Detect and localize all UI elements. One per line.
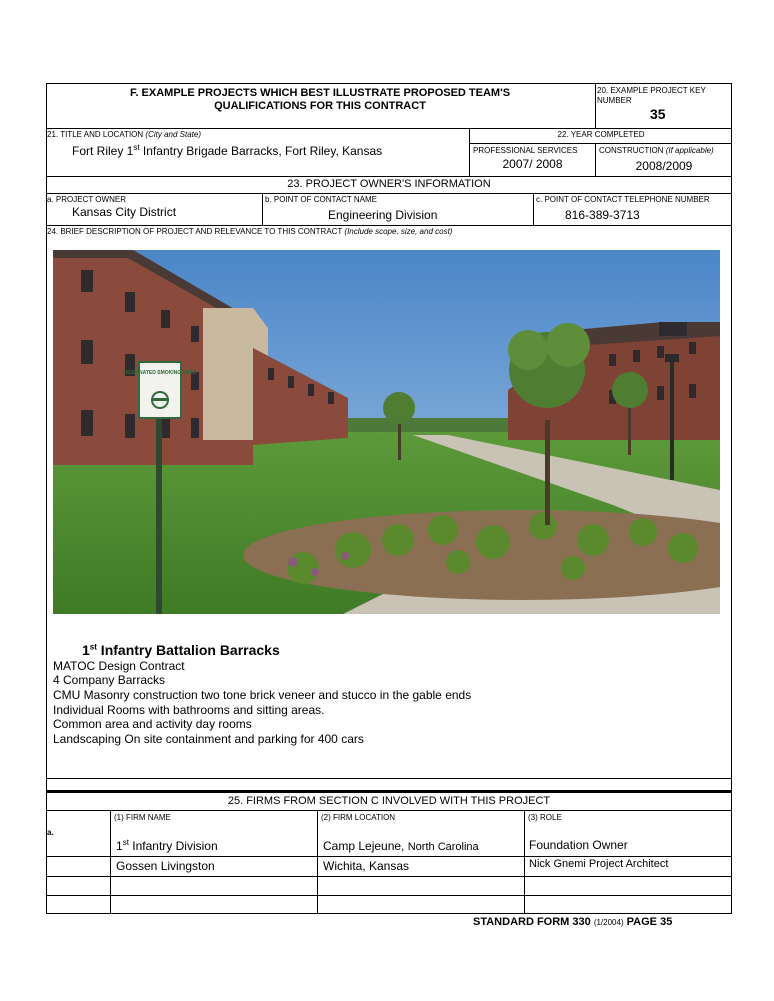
form-footer: STANDARD FORM 330 (1/2004) PAGE 35 (473, 916, 673, 928)
divider (46, 876, 732, 877)
construction-value: 2008/2009 (635, 159, 693, 173)
divider (317, 810, 318, 914)
description-line: Landscaping On site containment and parking for 400 cars (53, 732, 364, 746)
professional-services-label: PROFESSIONAL SERVICES (473, 146, 578, 155)
title-location-value: Fort Riley 1st Infantry Brigade Barracks, Fort Riley, Kansas (72, 143, 383, 158)
row-marker: a. (47, 828, 54, 837)
firm-2-name: Gossen Livingston (116, 859, 215, 873)
contact-name-label: b. POINT OF CONTACT NAME (265, 195, 378, 204)
title-location-label: 21. TITLE AND LOCATION (City and State) (47, 130, 201, 139)
year-completed-label: 22. YEAR COMPLETED (557, 130, 645, 139)
firm-2-role: Nick Gnemi Project Architect (529, 858, 669, 870)
project-owner-label: a. PROJECT OWNER (47, 195, 126, 204)
construction-label: CONSTRUCTION (If applicable) (599, 146, 714, 155)
firm-2-location: Wichita, Kansas (323, 859, 410, 873)
divider (262, 193, 263, 225)
project-photo (53, 250, 720, 614)
project-key-label: 20. EXAMPLE PROJECT KEY NUMBER (597, 86, 706, 105)
description-line: Common area and activity day rooms (53, 717, 252, 731)
divider (524, 810, 525, 914)
section-f-title: F. EXAMPLE PROJECTS WHICH BEST ILLUSTRATE PROPOSED TEAM'S QUALIFICATIONS FOR THIS CONTRACT (129, 87, 511, 112)
description-heading: 1st Infantry Battalion Barracks (82, 642, 280, 658)
divider (46, 810, 732, 811)
divider (595, 83, 596, 128)
divider (469, 143, 732, 144)
firm-name-header: (1) FIRM NAME (114, 813, 171, 822)
divider (533, 193, 534, 225)
project-owner-value: Kansas City District (72, 205, 177, 219)
firm-1-name: 1st Infantry Division (116, 838, 218, 853)
firms-title: 25. FIRMS FROM SECTION C INVOLVED WITH THIS PROJECT (227, 795, 551, 807)
description-line: MATOC Design Contract (53, 659, 185, 673)
firm-1-role: Foundation Owner (529, 838, 628, 852)
firm-role-header: (3) ROLE (528, 813, 562, 822)
divider (46, 895, 732, 896)
description-line: 4 Company Barracks (53, 673, 166, 687)
description-line: Individual Rooms with bathrooms and sitting areas. (53, 703, 325, 717)
divider (110, 810, 111, 914)
description-line: CMU Masonry construction two tone brick veneer and stucco in the gable ends (53, 688, 472, 702)
owner-info-title: 23. PROJECT OWNER'S INFORMATION (287, 178, 491, 190)
professional-services-value: 2007/ 2008 (502, 157, 563, 171)
divider (46, 193, 732, 194)
divider (46, 176, 732, 177)
divider (46, 225, 732, 226)
smoking-area-sign: DESIGNATED SMOKING AREA (123, 370, 197, 376)
project-key-number: 35 (650, 106, 666, 122)
contact-name-value: Engineering Division (328, 208, 438, 222)
divider (46, 790, 732, 793)
description-label: 24. BRIEF DESCRIPTION OF PROJECT AND RELEVANCE TO THIS CONTRACT (Include scope, size, and cost) (47, 227, 453, 236)
firm-location-header: (2) FIRM LOCATION (321, 813, 396, 822)
divider (46, 128, 732, 129)
divider (46, 778, 732, 779)
firm-1-location: Camp Lejeune, North Carolina (323, 839, 479, 853)
contact-phone-label: c. POINT OF CONTACT TELEPHONE NUMBER (536, 195, 710, 204)
contact-phone-value: 816-389-3713 (565, 208, 640, 222)
